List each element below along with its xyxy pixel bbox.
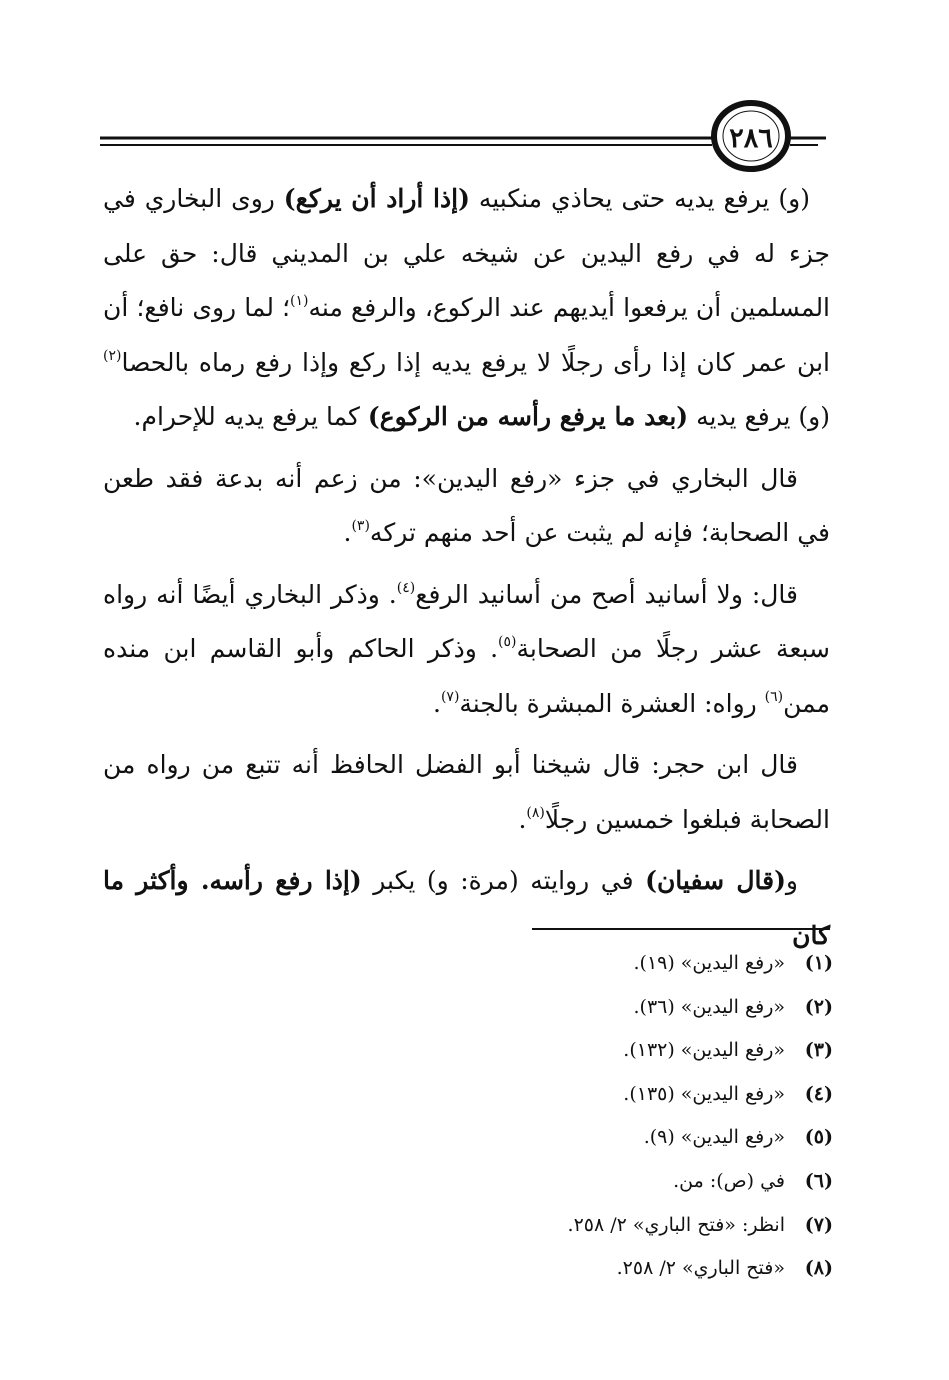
page-number: ٢٨٦ xyxy=(729,123,773,154)
text-span: . xyxy=(343,518,352,547)
footnote-text: «رفع اليدين» (١٣٥). xyxy=(623,1082,785,1105)
text-span: قال ابن حجر: قال شيخنا أبو الفضل الحافظ أنه تتبع من رواه من الصحابة فبلغوا خمسين رجلًا xyxy=(103,750,830,834)
text-span: كما يرفع يديه للإحرام. xyxy=(133,402,368,431)
footnote-number: (١) xyxy=(804,952,833,974)
footnote-text: في (ص): من. xyxy=(673,1169,785,1192)
text-span: ؛ لما روى نافع؛ أن ابن عمر كان إذا رأى رجلًا لا يرفع يديه إذا ركع وإذا رفع رماه بالحصا xyxy=(103,293,830,377)
footnote-item xyxy=(473,1029,833,1073)
paragraph-4 xyxy=(103,738,830,847)
page-header xyxy=(100,98,830,178)
main-text xyxy=(103,172,830,970)
footnote-number: (٣) xyxy=(804,1039,833,1062)
text-span: . xyxy=(432,688,441,718)
text-span: قال: ولا أسانيد أصح من أسانيد الرفع xyxy=(415,579,798,609)
text-span: . وذكر البخاري أيضًا أنه رواه سبعة عشر رجلًا من الصحابة xyxy=(103,579,831,663)
footnote-ref-5[interactable]: (٥) xyxy=(498,634,517,650)
bold-phrase: (قال سفيان) xyxy=(645,866,786,895)
text-span: . xyxy=(518,804,527,834)
text-span: رواه: العشرة المبشرة بالجنة xyxy=(459,688,765,718)
footnote-ref-4[interactable]: (٤) xyxy=(396,579,416,596)
footnote-item xyxy=(473,1116,833,1160)
footnote-item xyxy=(473,942,833,986)
footnote-text: «رفع اليدين» (٩). xyxy=(643,1126,785,1149)
footnote-number: (٦) xyxy=(804,1169,833,1192)
text-span: في روايته (مرة: و) يكبر xyxy=(361,866,646,895)
paragraph-3 xyxy=(103,568,830,732)
footnote-number: (٢) xyxy=(804,995,833,1018)
footnote-number: (٨) xyxy=(804,1257,833,1280)
footnote-ref-3[interactable]: (٣) xyxy=(351,518,370,534)
footnote-text: «فتح الباري» ٢/ ٢٥٨. xyxy=(616,1257,785,1280)
footnote-item xyxy=(473,1073,833,1117)
footnote-ref-7[interactable]: (٧) xyxy=(440,688,460,705)
footnote-item xyxy=(473,1160,833,1204)
footnote-ref-8[interactable]: (٨) xyxy=(526,804,545,821)
footnote-item xyxy=(473,1247,833,1291)
footnotes-list xyxy=(473,942,833,1291)
footnote-text: «رفع اليدين» (١٣٢). xyxy=(623,1039,785,1062)
footnote-number: (٧) xyxy=(804,1213,833,1236)
footnote-number: (٥) xyxy=(804,1126,833,1149)
footnote-number: (٤) xyxy=(804,1082,833,1105)
footnote-text: انظر: «فتح الباري» ٢/ ٢٥٨. xyxy=(567,1213,785,1236)
bold-phrase: (بعد ما يرفع رأسه من الركوع) xyxy=(367,402,689,431)
text-span: (و) يرفع يديه حتى يحاذي منكبيه xyxy=(469,184,810,213)
text-span: روى البخاري في جزء له في رفع اليدين عن شيخه علي بن المديني قال: حق على المسلمين أن يرفعوا أيديهم عند الركوع، والرفع منه xyxy=(103,184,831,322)
paragraph-2 xyxy=(103,452,830,561)
text-span: قال البخاري في جزء «رفع اليدين»: من زعم أنه بدعة فقد طعن في الصحابة؛ فإنه لم يثبت عن أحد منهم تركه xyxy=(103,463,830,547)
paragraph-1 xyxy=(103,172,830,445)
bold-phrase: (إذا رفع رأسه. وأكثر ما كان xyxy=(103,866,830,950)
footnote-text: «رفع اليدين» (٣٦). xyxy=(633,995,785,1018)
footnote-ref-2[interactable]: (٢) xyxy=(103,347,122,364)
text-span: (و) يرفع يديه xyxy=(688,402,830,431)
text-span: . وذكر الحاكم وأبو القاسم ابن منده ممن xyxy=(103,634,830,718)
footnote-ref-1[interactable]: (١) xyxy=(290,293,309,309)
bold-phrase: (إذا أراد أن يركع) xyxy=(283,184,470,213)
footnote-item xyxy=(473,1204,833,1248)
text-span: و xyxy=(785,866,798,895)
footnote-ref-6[interactable]: (٦) xyxy=(764,688,784,705)
footnote-item xyxy=(473,986,833,1030)
footnote-separator xyxy=(532,928,830,930)
footnote-text: «رفع اليدين» (١٩). xyxy=(633,952,785,974)
